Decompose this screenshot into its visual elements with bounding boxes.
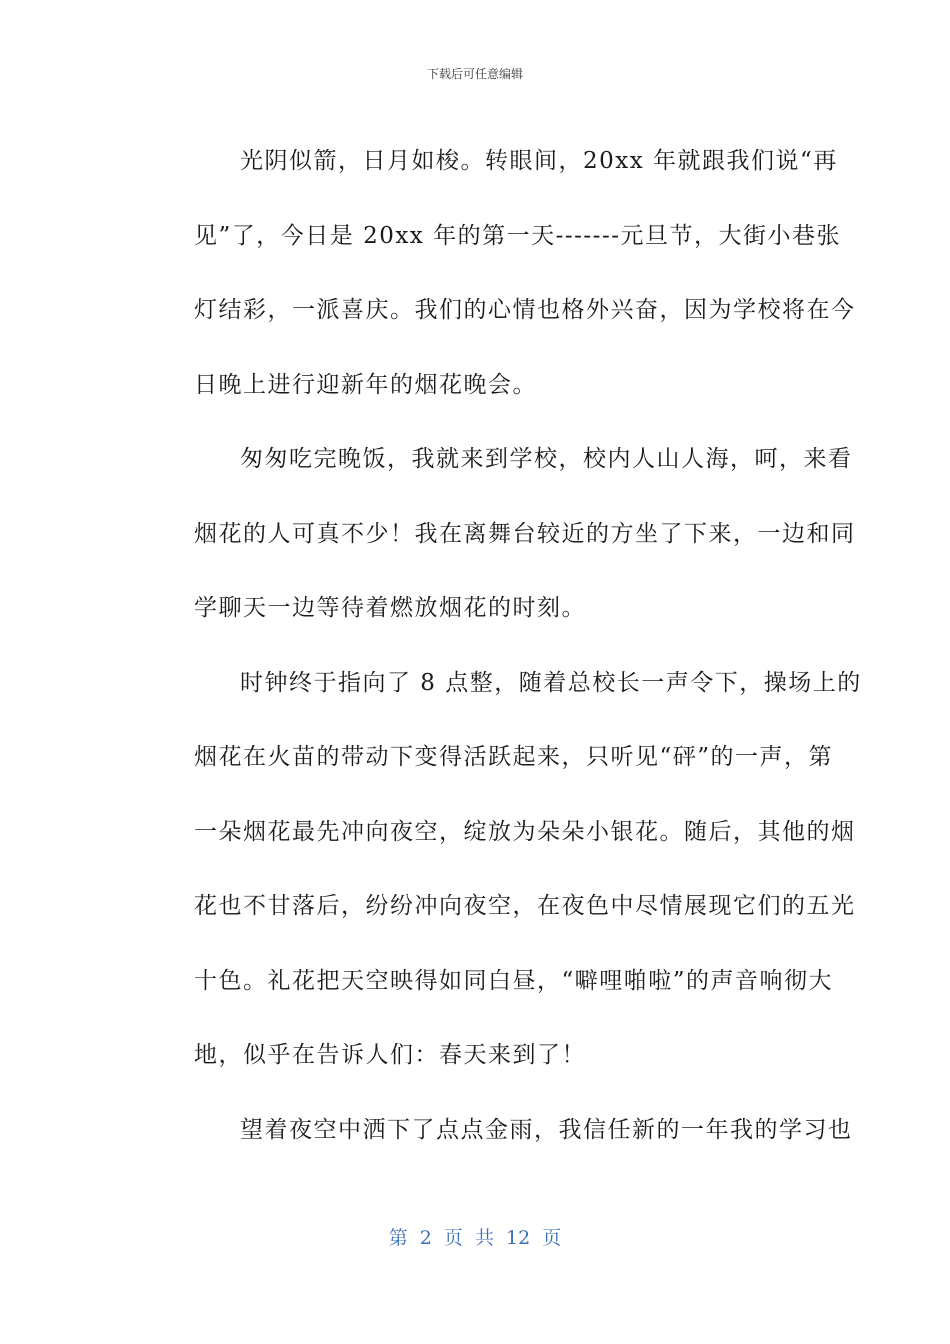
paragraph-line: 时钟终于指向了 8 点整，随着总校长一声令下，操场上的 xyxy=(240,669,862,696)
paragraph-line: 望着夜空中洒下了点点金雨，我信任新的一年我的学习也 xyxy=(240,1116,853,1143)
body-text xyxy=(148,124,862,1167)
paragraph-line: 光阴似箭，日月如梭。转眼间，20xx 年就跟我们说“再 xyxy=(240,148,838,174)
paragraph-line: 十色。礼花把天空映得如同白昼，“噼哩啪啦”的声音响彻大 xyxy=(194,967,834,994)
paragraph-line: 匆匆吃完晚饭，我就来到学校，校内人山人海，呵，来看 xyxy=(240,446,853,472)
paragraph-line: 学聊天一边等待着燃放烟花的时刻。 xyxy=(194,595,586,621)
paragraph-4 xyxy=(148,1093,853,1168)
paragraph-3 xyxy=(148,646,862,1093)
paragraph-2 xyxy=(148,422,856,646)
paragraph-1 xyxy=(148,124,856,422)
header-note: 下载后可任意编辑 xyxy=(426,67,523,81)
paragraph-line: 烟花的人可真不少！我在离舞台较近的方坐了下来，一边和同 xyxy=(194,520,856,547)
paragraph-line: 一朵烟花最先冲向夜空，绽放为朵朵小银花。随后，其他的烟 xyxy=(194,818,856,845)
paragraph-line: 烟花在火苗的带动下变得活跃起来，只听见“砰”的一声，第 xyxy=(194,744,834,770)
page-footer: 第 2 页 共 12 页 xyxy=(388,1227,562,1249)
paragraph-line: 地，似乎在告诉人们：春天来到了！ xyxy=(194,1042,586,1068)
paragraph-line: 见”了，今日是 20xx 年的第一天-------元旦节，大街小巷张 xyxy=(194,222,841,249)
paragraph-line: 花也不甘落后，纷纷冲向夜空，在夜色中尽情展现它们的五光 xyxy=(194,893,856,919)
paragraph-line: 灯结彩，一派喜庆。我们的心情也格外兴奋，因为学校将在今 xyxy=(194,297,856,323)
paragraph-line: 日晚上进行迎新年的烟花晚会。 xyxy=(194,371,537,398)
